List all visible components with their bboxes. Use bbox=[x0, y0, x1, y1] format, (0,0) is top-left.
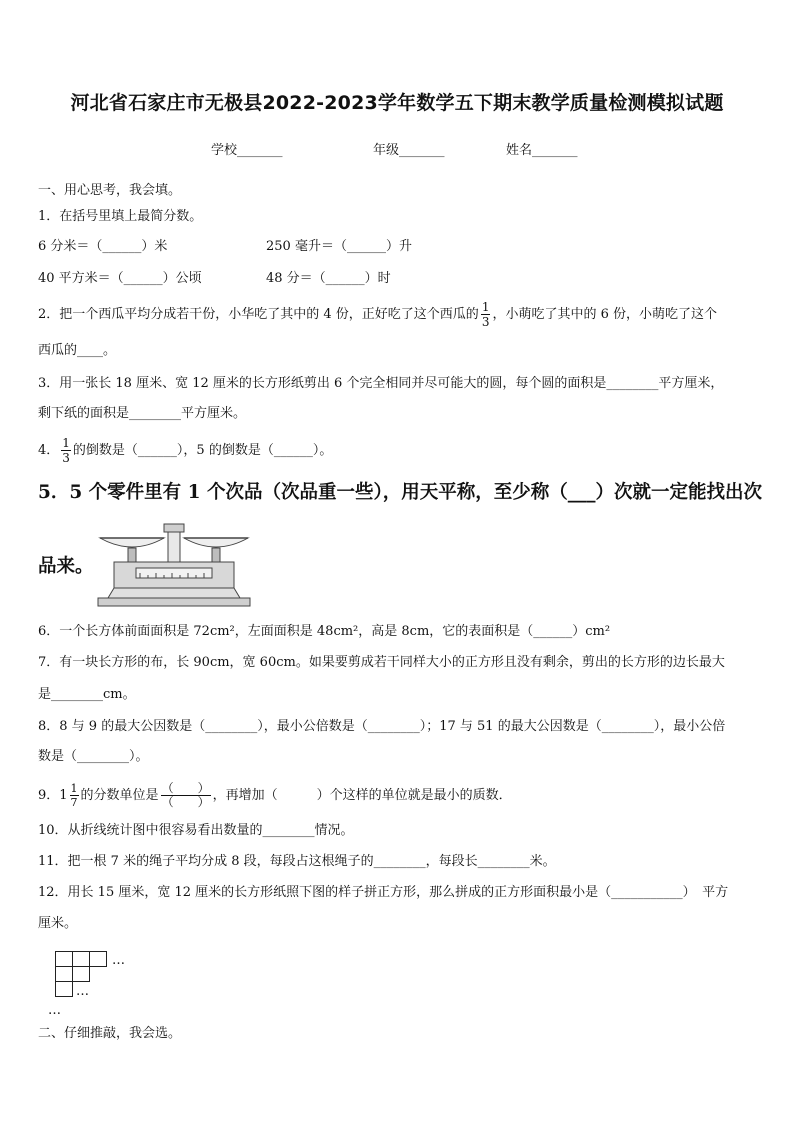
q11-line: 11．把一根 7 米的绳子平均分成 8 段，每段占这根绳子的________，每段长________米。 bbox=[38, 854, 556, 869]
q10-line: 10．从折线统计图中很容易看出数量的________情况。 bbox=[38, 823, 354, 838]
diagram-ellipsis-middle: … bbox=[76, 984, 89, 999]
q1-item-c: 40 平方米＝（______）公顷 bbox=[38, 271, 202, 286]
q1-item-d: 48 分＝（______）时 bbox=[266, 271, 391, 286]
name-field[interactable]: 姓名_______ bbox=[506, 143, 578, 158]
fraction-one-seventh: $\frac{1}{7}$ bbox=[70, 782, 78, 809]
fraction-one-third: $\frac{1}{3}$ bbox=[481, 300, 490, 329]
q9-line bbox=[38, 782, 512, 809]
q7-line1: 7．有一块长方形的布，长 90cm，宽 60cm。如果要剪成若干同样大小的正方形且没有剩余，剪出的长方形的边长最大 bbox=[38, 655, 725, 670]
diagram-ellipsis-bottom: … bbox=[48, 1003, 61, 1018]
q12-line1: 12．用长 15 厘米，宽 12 厘米的长方形纸照下图的样子拼正方形，那么拼成的正方形面积最小是（___________） 平方 bbox=[38, 885, 729, 900]
fraction-one-third: $\frac{1}{3}$ bbox=[62, 436, 70, 465]
q3-line1: 3．用一张长 18 厘米、宽 12 厘米的长方形纸剪出 6 个完全相同并尽可能大的圆，每个圆的面积是________平方厘米， bbox=[38, 376, 724, 391]
grade-field[interactable]: 年级_______ bbox=[373, 143, 445, 158]
q2-line1 bbox=[38, 300, 717, 329]
school-field[interactable]: 学校_______ bbox=[211, 143, 283, 158]
q4-line bbox=[38, 436, 332, 465]
q9-mid: 的分数单位是 bbox=[80, 788, 159, 803]
section-2-heading: 二、仔细推敲，我会选。 bbox=[38, 1026, 182, 1041]
q1-stem: 1．在括号里填上最简分数。 bbox=[38, 209, 203, 224]
q4-post: 的倒数是（______），5 的倒数是（______）。 bbox=[72, 443, 333, 458]
q9-pre: 9．1 bbox=[38, 788, 68, 803]
q2-pre: 2．把一个西瓜平均分成若干份，小华吃了其中的 4 份，正好吃了这个西瓜的 bbox=[38, 307, 479, 322]
diagram-ellipsis-right: … bbox=[112, 953, 125, 968]
page-title: 河北省石家庄市无极县2022-2023学年数学五下期末教学质量检测模拟试题 bbox=[70, 92, 724, 114]
q6-line: 6．一个长方体前面面积是 72cm²，左面面积是 48cm²，高是 8cm，它的表面积是（______）cm² bbox=[38, 624, 611, 639]
q2-post: ，小萌吃了其中的 6 份，小萌吃了这个 bbox=[492, 307, 717, 322]
q1-item-a: 6 分米＝（______）米 bbox=[38, 239, 168, 254]
q7-line2: 是________cm。 bbox=[38, 687, 136, 702]
balance-scale-image bbox=[94, 518, 254, 608]
q5-line1: 5．5 个零件里有 1 个次品（次品重一些），用天平称，至少称（___）次就一定能找出次 bbox=[38, 482, 762, 503]
q3-line2: 剩下纸的面积是________平方厘米。 bbox=[38, 406, 247, 421]
q9-post: ，再增加（ ）个这样的单位就是最小的质数． bbox=[212, 788, 512, 803]
q4-pre: 4． bbox=[38, 443, 60, 458]
q5-line2: 品来。 bbox=[38, 556, 94, 577]
q9-answer-fraction: $\frac{( )}{( )}$ bbox=[161, 781, 210, 809]
q12-line2: 厘米。 bbox=[38, 916, 78, 931]
q8-line2: 数是（________）。 bbox=[38, 749, 149, 764]
q8-line1: 8．8 与 9 的最大公因数是（________），最小公倍数是（________）；17 与 51 的最大公因数是（________），最小公倍 bbox=[38, 719, 726, 734]
q1-item-b: 250 毫升＝（______）升 bbox=[266, 239, 412, 254]
section-1-heading: 一、用心思考，我会填。 bbox=[38, 183, 182, 198]
q2-line2: 西瓜的____。 bbox=[38, 343, 117, 358]
